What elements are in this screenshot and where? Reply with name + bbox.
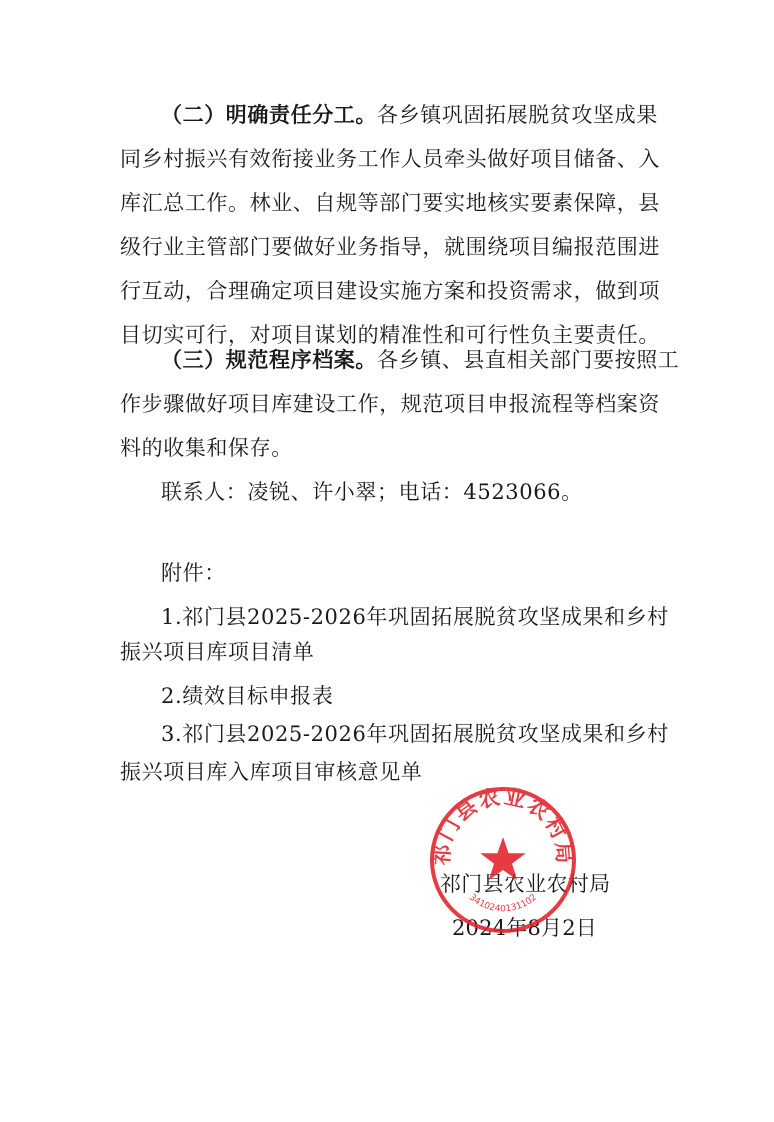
section-3-line-1 — [161, 340, 701, 380]
section-2-line-1 — [161, 95, 701, 135]
attachment-item-3: 3.祁门县2025-2026年巩固拓展脱贫攻坚成果和乡村 — [161, 722, 669, 746]
section-2-line-4: 级行业主管部门要做好业务指导，就围绕项目编报范围进 — [120, 235, 660, 259]
section-2-line-6: 目切实可行，对项目谋划的精准性和可行性负主要责任。 — [120, 323, 660, 347]
attachment-item-1: 1.祁门县2025-2026年巩固拓展脱贫攻坚成果和乡村 — [161, 605, 669, 629]
seal-star-icon — [480, 837, 526, 880]
section-2-line-2: 同乡村振兴有效衔接业务工作人员牵头做好项目储备、入 — [120, 147, 660, 171]
attachments-label: 附件： — [161, 561, 226, 585]
signature-org: 祁门县农业农村局 — [440, 872, 611, 896]
signature-date: 2024年8月2日 — [452, 916, 597, 940]
section-3-heading: （三）规范程序档案。 — [161, 347, 377, 372]
section-2-text: 各乡镇巩固拓展脱贫攻坚成果 — [377, 103, 658, 127]
attachment-item-3-cont: 振兴项目库入库项目审核意见单 — [120, 760, 423, 784]
seal-text: 祁门县农业农村局 — [429, 785, 577, 867]
attachment-item-2: 2.绩效目标申报表 — [161, 684, 334, 708]
section-2-line-5: 行互动，合理确定项目建设实施方案和投资需求，做到项 — [120, 279, 660, 303]
section-3-line-2: 作步骤做好项目库建设工作，规范项目申报流程等档案资 — [120, 392, 660, 416]
contact-line: 联系人：凌锐、许小翠；电话：4523066。 — [161, 480, 583, 504]
section-3-text: 各乡镇、县直相关部门要按照工 — [377, 348, 680, 372]
section-2-line-3: 库汇总工作。林业、自规等部门要实地核实要素保障，县 — [120, 191, 660, 215]
section-3-line-3: 料的收集和保存。 — [120, 436, 293, 460]
attachment-item-1-cont: 振兴项目库项目清单 — [120, 640, 315, 664]
seal-code: 3410240131102 — [467, 892, 539, 915]
section-2-heading: （二）明确责任分工。 — [161, 102, 377, 127]
official-seal — [428, 785, 578, 935]
